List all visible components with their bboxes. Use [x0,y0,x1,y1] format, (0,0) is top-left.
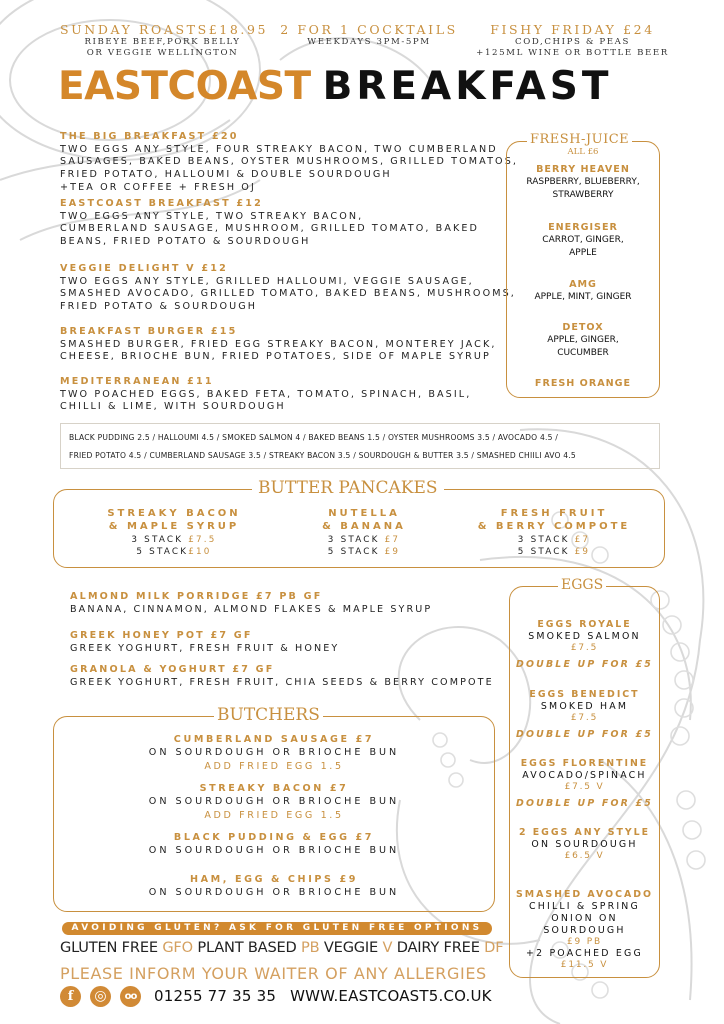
juice-name: FRESH ORANGE [534,378,632,389]
item-desc: TWO EGGS ANY STYLE, TWO STREAKY BACON, [60,210,364,222]
butcher-name: HAM, EGG & CHIPS £9 [189,874,358,885]
egg-extra-price: £11.5 V [560,960,609,970]
item-name: BREAKFAST BURGER £15 [60,326,238,337]
title-breakfast: BREAKFAST [322,64,613,109]
butcher-item [54,873,494,899]
facebook-icon[interactable]: f [60,986,81,1007]
item-name: GREEK HONEY POT £7 GF [70,630,253,641]
legend-label: PLANT BASED [192,939,302,956]
pancake-name: NUTELLA [328,508,400,519]
promo-detail: OR VEGGIE WELLINGTON [86,47,239,58]
item-desc: SAUSAGES, BAKED BEANS, OYSTER MUSHROOMS, GRILLED TOMATOS, [60,156,519,168]
egg-name: SMASHED AVOCADO [516,889,653,900]
extras-line: BLACK PUDDING 2.5 / HALLOUMI 4.5 / SMOKED SALMON 4 / BAKED BEANS 1.5 / OYSTER MUSHROOMS 3.5 / AVOCADO 4.5 / [69,433,559,442]
stack-label: 5 STACK [517,546,575,557]
butcher-name: BLACK PUDDING & EGG £7 [173,832,375,843]
item-desc: GREEK YOGHURT, FRESH FRUIT & HONEY [70,642,340,654]
granola-item [70,664,494,689]
legend-code: V [382,939,393,956]
legend-label: VEGGIE [319,939,383,956]
instagram-icon[interactable]: ◎ [90,986,111,1007]
item-name: EASTCOAST BREAKFAST £12 [60,198,263,209]
egg-desc: SOURDOUGH [543,925,626,936]
juice-name: BERRY HEAVEN [536,164,630,175]
item-desc: SMASHED AVOCADO, GRILLED TOMATO, BAKED BEANS, MUSHROOMS, [60,288,516,300]
stack-label: 3 STACK [517,535,575,545]
promo-cocktails [278,22,460,48]
item-desc: SMASHED BURGER, FRIED EGG STREAKY BACON, MONTEREY JACK, [60,338,497,350]
butcher-name: CUMBERLAND SAUSAGE £7 [173,734,375,745]
juice-name: AMG [569,279,597,290]
item-name: VEGGIE DELIGHT V £12 [60,263,228,274]
title-eastcoast: EASTCOAST [58,64,311,109]
item-desc: GREEK YOGHURT, FRESH FRUIT, CHIA SEEDS & BERRY COMPOTE [70,676,494,688]
item-desc: FRIED POTATO, HALLOUMI & DOUBLE SOURDOUGH [60,169,392,181]
juice-ingredients: APPLE, MINT, GINGER [534,292,632,302]
item-name: ALMOND MILK PORRIDGE £7 PB GF [70,591,323,602]
promo-detail: +125ML WINE OR BOTTLE BEER [476,47,669,58]
egg-desc: ON SOURDOUGH [531,839,638,850]
contact-bar [60,985,492,1007]
item-name: GRANOLA & YOGHURT £7 GF [70,664,275,675]
porridge-item [70,591,432,616]
egg-desc: SMOKED HAM [540,701,629,712]
egg-item [510,889,659,971]
phone-number[interactable]: 01255 77 35 35 [154,987,277,1005]
butcher-name: STREAKY BACON £7 [199,783,349,794]
egg-extra: +2 POACHED EGG [526,948,643,959]
butcher-item [54,831,494,857]
egg-desc: CHILLI & SPRING [528,901,640,912]
egg-price: £7.5 [570,643,599,653]
breakfast-item [60,326,497,364]
promo-detail: COD,CHIPS & PEAS [515,37,630,47]
pancake-name: & BERRY COMPOTE [477,521,631,532]
page-title [58,66,678,108]
butchers-box [53,705,495,912]
juice-name: ENERGISER [548,222,618,233]
egg-double-up: DOUBLE UP FOR £5 [515,659,653,670]
egg-item [510,689,659,741]
extras-line: FRIED POTATO 4.5 / CUMBERLAND SAUSAGE 3.5 / STREAKY BACON 3.5 / SOURDOUGH & BUTTER 3.5 / SMASHED CHIILI AVO 4.5 [69,451,576,460]
butcher-desc: ON SOURDOUGH OR BRIOCHE BUN [148,887,400,898]
legend-code: GFO [162,939,193,956]
item-desc: CHILLI & LIME, WITH SOURDOUGH [60,401,286,413]
pancake-name: STREAKY BACON [107,508,241,519]
egg-double-up: DOUBLE UP FOR £5 [515,798,653,809]
stack-price: £9 [384,546,401,557]
stack-price: £7 [384,535,401,545]
dietary-legend [60,939,503,956]
juice-ingredients: CARROT, GINGER, [542,235,624,245]
extras-box [60,423,660,469]
juice-ingredients: APPLE, GINGER, [547,335,619,345]
butcher-item [54,733,494,774]
butcher-desc: ON SOURDOUGH OR BRIOCHE BUN [148,796,400,807]
item-desc: CHEESE, BRIOCHE BUN, FRIED POTATOES, SIDE OF MAPLE SYRUP [60,351,491,363]
butcher-desc: ON SOURDOUGH OR BRIOCHE BUN [148,845,400,856]
item-desc: FRIED POTATO & SOURDOUGH [60,301,258,313]
egg-name: EGGS BENEDICT [529,689,640,700]
pancake-name: & BANANA [322,521,406,532]
egg-price: £9 PB [567,937,602,947]
pancake-price [94,547,254,559]
stack-label: 3 STACK [327,535,385,545]
egg-item [510,827,659,862]
stack-price: £7.5 [188,535,217,545]
stack-label: 3 STACK [131,535,189,545]
egg-name: EGGS ROYALE [537,619,632,630]
breakfast-item [60,131,518,195]
egg-desc: SMOKED SALMON [528,631,641,642]
item-desc: TWO EGGS ANY STYLE, GRILLED HALLOUMI, VEGGIE SAUSAGE, [60,275,474,287]
fresh-juice-box [506,132,660,398]
allergy-notice: PLEASE INFORM YOUR WAITER OF ANY ALLERGIES [60,964,487,983]
promo-sunday-roasts [60,22,269,58]
stack-price: £9 [574,546,591,557]
pancake-item [284,507,444,558]
eggs-box [509,577,660,978]
egg-double-up: DOUBLE UP FOR £5 [515,729,653,740]
pancakes-title: BUTTER PANCAKES [252,478,444,498]
pancake-price [284,547,444,559]
juice-ingredients: STRAWBERRY [552,189,614,200]
egg-price: £7.5 V [564,782,605,792]
honey-pot-item [70,630,339,655]
egg-desc: AVOCADO/SPINACH [522,770,647,781]
egg-name: 2 EGGS ANY STYLE [518,827,651,838]
pancake-item [94,507,254,558]
gluten-banner: AVOIDING GLUTEN? ASK FOR GLUTEN FREE OPTIONS [62,922,492,935]
legend-code: PB [301,939,320,956]
butcher-extra: ADD FRIED EGG 1.5 [204,761,344,772]
legend-code: DF [484,939,504,956]
juice-subtitle: ALL £6 [567,147,599,157]
item-desc: TWO EGGS ANY STYLE, FOUR STREAKY BACON, TWO CUMBERLAND [60,143,498,155]
pancake-price [284,535,444,547]
promo-title: FISHY FRIDAY £24 [490,22,655,37]
promo-detail: WEEKDAYS 3PM-5PM [307,37,431,47]
pancake-name: & MAPLE SYRUP [108,521,240,532]
breakfast-item [60,263,516,314]
butcher-extra: ADD FRIED EGG 1.5 [204,810,344,821]
egg-price: £6.5 V [564,851,605,861]
egg-item [510,619,659,671]
stack-label: 5 STACK [327,546,385,557]
stack-price: £10 [188,546,212,557]
butcher-desc: ON SOURDOUGH OR BRIOCHE BUN [148,747,400,758]
legend-label: GLUTEN FREE [60,939,163,956]
item-desc: BANANA, CINNAMON, ALMOND FLAKES & MAPLE SYRUP [70,603,433,615]
item-desc: +TEA OR COFFEE + FRESH OJ [60,181,256,193]
promo-fishy-friday [470,22,675,58]
promo-title: SUNDAY ROASTS£18.95 [60,22,269,37]
pancake-price [94,535,254,547]
juice-ingredients: CUCUMBER [557,347,609,358]
item-desc: TWO POACHED EGGS, BAKED FETA, TOMATO, SPINACH, BASIL, [60,388,472,400]
pancake-price [469,535,639,547]
breakfast-item [60,376,471,414]
promo-title: 2 FOR 1 COCKTAILS [280,22,458,37]
breakfast-item [60,198,479,249]
tripadvisor-icon[interactable]: oo [120,986,141,1007]
website-link[interactable]: WWW.EASTCOAST5.CO.UK [290,987,492,1005]
juice-title: FRESH-JUICE [527,132,632,147]
item-desc: CUMBERLAND SAUSAGE, MUSHROOM, GRILLED TOMATO, BAKED [60,223,480,235]
pancake-name: FRESH FRUIT [500,508,608,519]
butcher-item [54,782,494,823]
stack-price: £7 [574,535,591,545]
egg-price: £7.5 [570,713,599,723]
egg-desc: ONION ON [551,913,618,924]
legend-label: DAIRY FREE [392,939,485,956]
promo-detail: RIBEYE BEEF,PORK BELLY [84,37,241,47]
pancake-item [469,507,639,558]
juice-ingredients: RASPBERRY, BLUEBERRY, [526,177,640,187]
juice-ingredients: APPLE [569,247,597,258]
egg-name: EGGS FLORENTINE [520,758,649,769]
stack-label: 5 STACK [136,546,189,557]
butter-pancakes-box [53,478,665,568]
pancake-price [469,547,639,559]
item-desc: BEANS, FRIED POTATO & SOURDOUGH [60,236,311,248]
egg-item [510,758,659,810]
butchers-title: BUTCHERS [214,705,323,725]
eggs-title: EGGS [558,577,606,593]
juice-name: DETOX [562,322,604,333]
item-name: MEDITERRANEAN £11 [60,376,214,387]
item-name: THE BIG BREAKFAST £20 [60,131,239,142]
